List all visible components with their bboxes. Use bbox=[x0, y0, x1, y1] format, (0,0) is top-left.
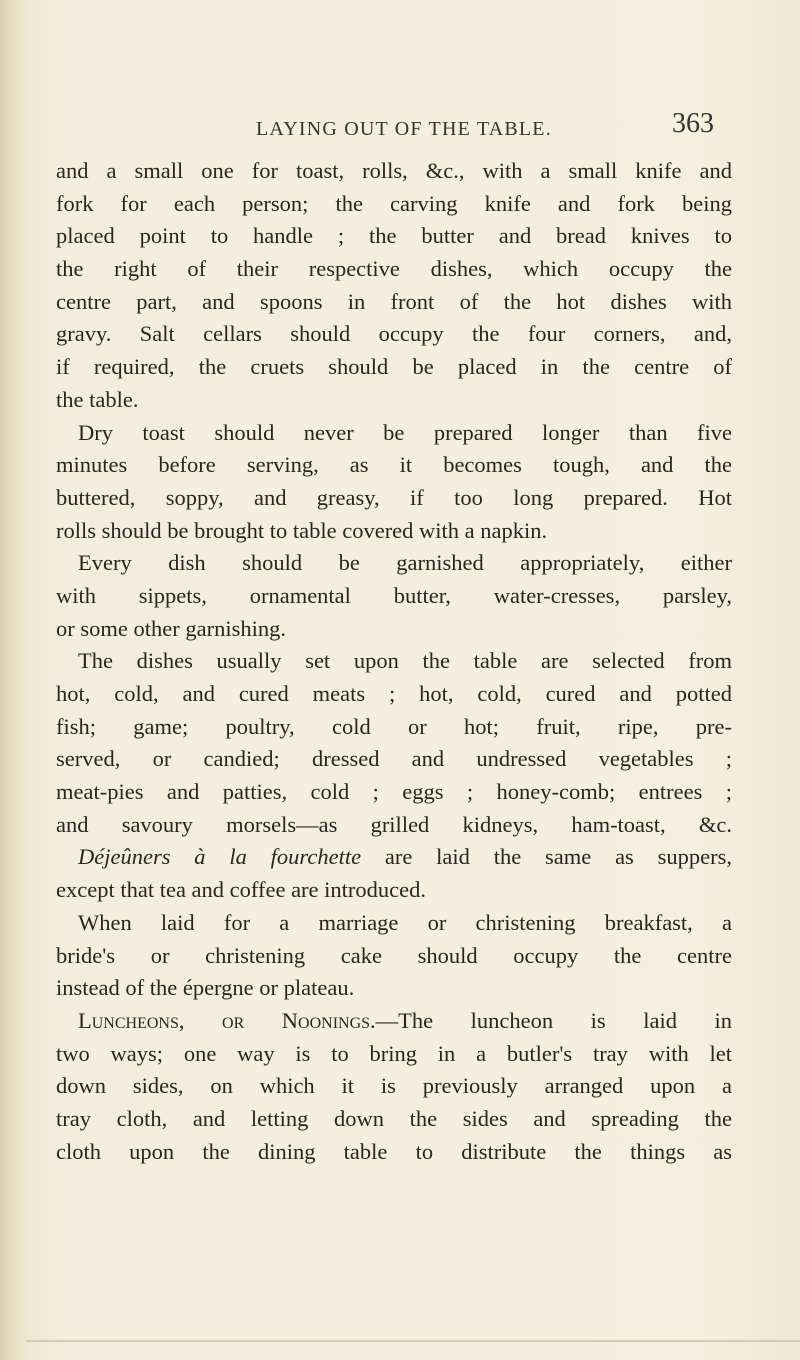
body-text bbox=[56, 155, 732, 1168]
running-head: LAYING OUT OF THE TABLE. bbox=[256, 118, 552, 140]
text-line: and savoury morsels—as grilled kidneys, ham-toast, &c. bbox=[56, 811, 732, 837]
text-line: or some other garnishing. bbox=[56, 615, 286, 641]
text-line: placed point to handle ; the butter and bread knives to bbox=[56, 223, 732, 249]
italic-phrase: Déjeûners à la fourchette bbox=[78, 844, 362, 870]
page-bottom-edge bbox=[26, 1340, 800, 1342]
text-line: Every dish should be garnished appropriately, either bbox=[78, 550, 732, 576]
text-run: are laid the same as suppers, bbox=[361, 844, 732, 870]
text-line bbox=[56, 841, 732, 874]
page-gutter-shadow bbox=[0, 0, 26, 1360]
text-line bbox=[56, 1005, 732, 1038]
text-line: minutes before serving, as it becomes tough, and the bbox=[56, 452, 732, 478]
text-line: instead of the épergne or plateau. bbox=[56, 975, 355, 1001]
text-line: except that tea and coffee are introduced. bbox=[56, 877, 427, 903]
text-line: served, or candied; dressed and undressed vegetables ; bbox=[56, 746, 732, 772]
text-line: fork for each person; the carving knife and fork being bbox=[56, 190, 732, 216]
text-line: tray cloth, and letting down the sides and spreading the bbox=[56, 1105, 732, 1131]
page-number: 363 bbox=[672, 108, 714, 139]
text-line: Dry toast should never be prepared longer than five bbox=[78, 419, 732, 445]
text-line: bride's or christening cake should occupy the centre bbox=[56, 942, 732, 968]
text-line: down sides, on which it is previously arranged upon a bbox=[56, 1073, 732, 1099]
text-line: centre part, and spoons in front of the hot dishes with bbox=[56, 288, 732, 314]
text-line: and a small one for toast, rolls, &c., with a small knife and bbox=[56, 158, 732, 183]
text-run: —The luncheon is laid in bbox=[375, 1007, 732, 1033]
text-line: meat-pies and patties, cold ; eggs ; honey-comb; entrees ; bbox=[56, 779, 732, 805]
text-line: the right of their respective dishes, which occupy the bbox=[56, 256, 732, 282]
text-line: with sippets, ornamental butter, water-cresses, parsley, bbox=[56, 582, 732, 608]
page-header bbox=[0, 108, 800, 148]
text-line: if required, the cruets should be placed in the centre of bbox=[56, 354, 732, 380]
text-line: gravy. Salt cellars should occupy the four corners, and, bbox=[56, 321, 732, 347]
text-line: the table. bbox=[56, 386, 139, 412]
text-line: buttered, soppy, and greasy, if too long prepared. Hot bbox=[56, 484, 732, 510]
text-line: two ways; one way is to bring in a butler's tray with let bbox=[56, 1040, 732, 1066]
section-heading: Luncheons, or Noonings. bbox=[78, 1007, 376, 1033]
text-line: The dishes usually set upon the table are selected from bbox=[78, 648, 732, 674]
text-line: hot, cold, and cured meats ; hot, cold, cured and potted bbox=[56, 681, 732, 706]
text-line: When laid for a marriage or christening breakfast, a bbox=[78, 909, 732, 935]
text-line: fish; game; poultry, cold or hot; fruit, ripe, pre- bbox=[56, 713, 732, 739]
text-line: cloth upon the dining table to distribute the things as bbox=[56, 1138, 732, 1164]
text-line: rolls should be brought to table covered with a napkin. bbox=[56, 517, 548, 543]
